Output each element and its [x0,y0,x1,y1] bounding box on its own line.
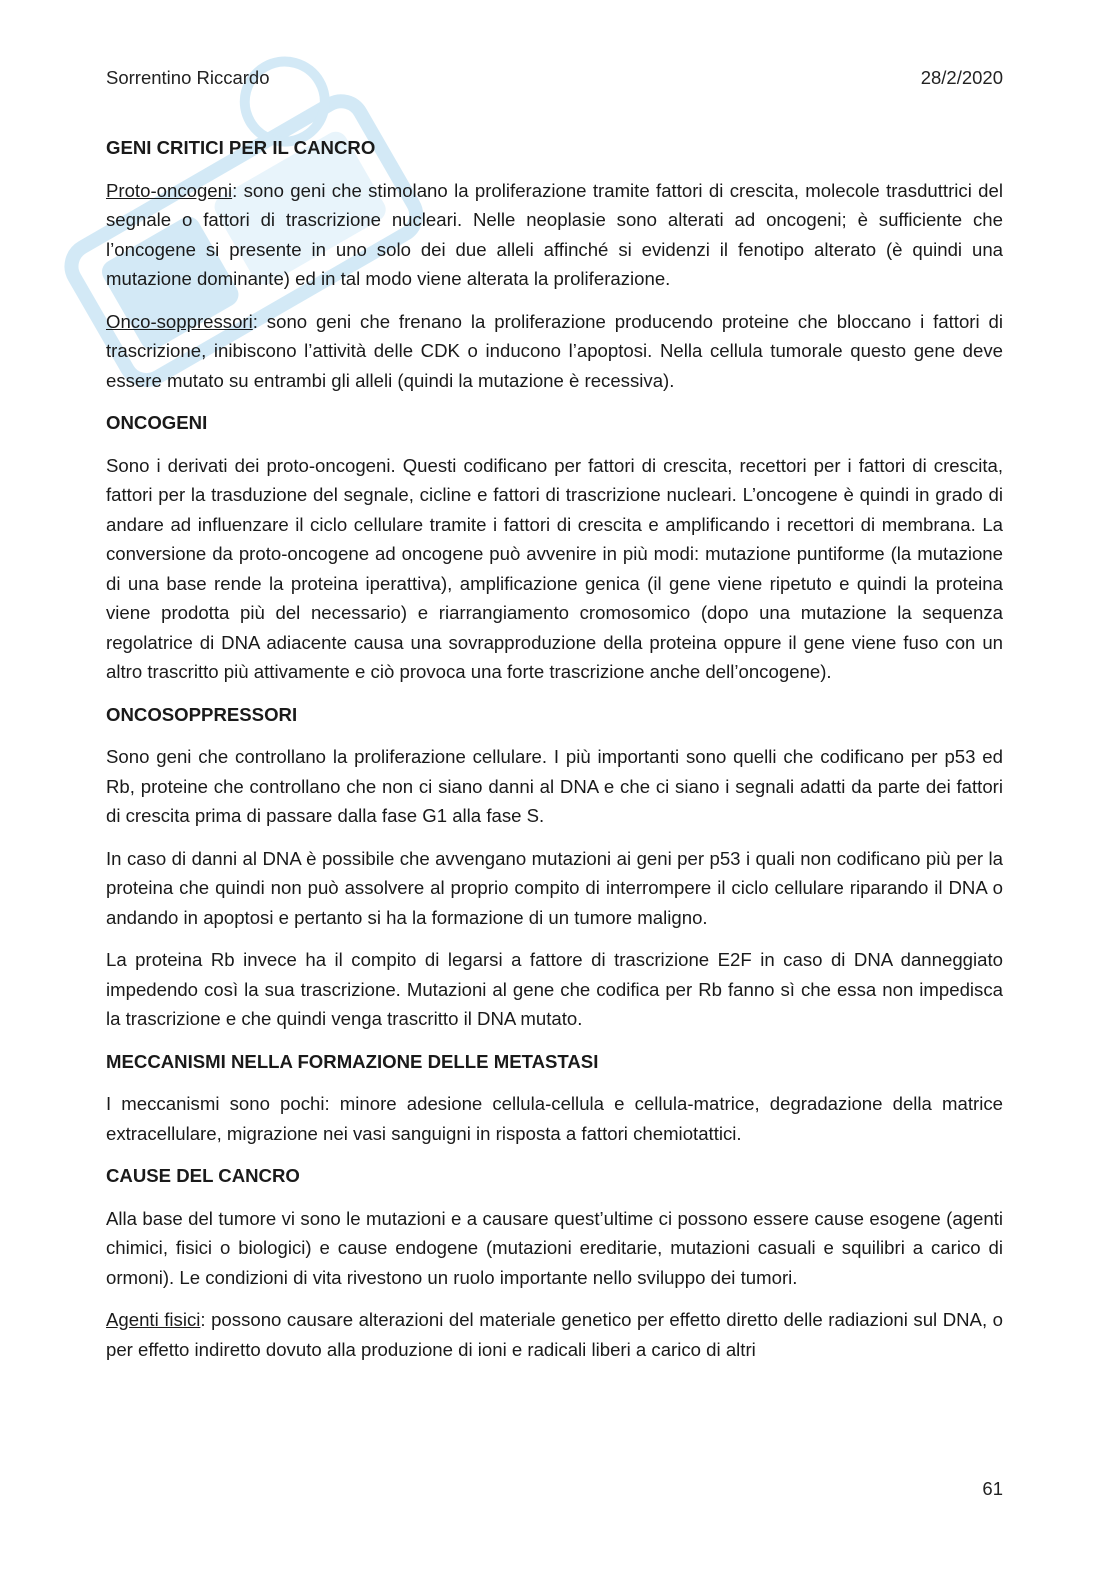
paragraph [106,307,1003,396]
header-date: 28/2/2020 [920,67,1003,88]
paragraph: Sono geni che controllano la proliferazione cellulare. I più importanti sono quelli che codificano per p53 ed Rb, proteine che controllano che non ci siano danni al DNA e che ci siano i segnali adatti da parte dei fattori di crescita prima di passare dalla fase G1 alla fase S. [106,746,1003,826]
term-underlined: Proto-oncogeni [106,179,233,201]
section-heading: MECCANISMI NELLA FORMAZIONE DELLE METASTASI [106,1050,599,1072]
paragraph: La proteina Rb invece ha il compito di legarsi a fattore di trascrizione E2F in caso di DNA danneggiato impedendo così la sua trascrizione. Mutazioni al gene che codifica per Rb fanno sì che essa non impedisca la trascrizione e che quindi venga trascritto il DNA mutato. [106,949,1003,1029]
term-underlined: Onco-soppressori [106,310,253,332]
paragraph: In caso di danni al DNA è possibile che avvengano mutazioni ai geni per p53 i quali non codificano più per la proteina che quindi non può assolvere al proprio compito di interrompere il ciclo cellulare riparando il DNA o andando in apoptosi e pertanto si ha la formazione di un tumore maligno. [106,847,1003,928]
section-heading: ONCOSOPPRESSORI [106,703,298,725]
paragraph: I meccanismi sono pochi: minore adesione cellula-cellula e cellula-matrice, degradazione della matrice extracellulare, migrazione nei vasi sanguigni in risposta a fattori chemiotattici. [106,1093,1003,1144]
page-header [106,67,1003,89]
paragraph: Sono i derivati dei proto-oncogeni. Questi codificano per fattori di crescita, recettori per i fattori di crescita, fattori per la trasduzione del segnale, cicline e fattori di trascrizione nucleari. L’oncogene è quindi in grado di andare ad influenzare il ciclo cellulare tramite i fattori di crescita e amplificando i recettori di membrana. La conversione da proto-oncogene ad oncogene può avvenire in più modi: mutazione puntiforme (la mutazione di una base rende la proteina iperattiva), amplificazione genica (il gene viene ripetuto e quindi la proteina viene prodotta più del necessario) e riarrangiamento cromosomico (dopo una mutazione la sequenza regolatrice di DNA adiacente causa una sovrapproduzione della proteina oppure il gene viene fuso con un altro trascritto più attivamente e ciò provoca una forte trascrizione anche dell’oncogene). [106,454,1003,682]
section-heading: GENI CRITICI PER IL CANCRO [106,137,376,158]
section-heading: ONCOGENI [106,412,208,433]
paragraph-text: : sono geni che stimolano la proliferazione tramite fattori di crescita, molecole trasduttrici del segnale o fattori di trascrizione nucleari. Nelle neoplasie sono alterati ad oncogeni; è sufficiente che l’oncogene si presente in uno solo dei due alleli affinché si evidenzi il fenotipo alterato (è quindi una mutazione dominante) ed in tal modo viene alterata la proliferazione. [106,179,1003,289]
paragraph-text: : possono causare alterazioni del materiale genetico per effetto diretto delle radiazioni sul DNA, o per effetto indiretto dovuto alla produzione di ioni e radicali liberi a carico di altri [106,1309,1003,1360]
paragraph-text: : sono geni che frenano la proliferazione producendo proteine che bloccano i fattori di trascrizione, inibiscono l’attività delle CDK o inducono l’apoptosi. Nella cellula tumorale questo gene deve essere mutato su entrambi gli alleli (quindi la mutazione è recessiva). [106,310,1003,391]
page-number: 61 [982,1478,1003,1499]
paragraph [106,176,1003,294]
document-body [106,133,1003,1377]
paragraph: Alla base del tumore vi sono le mutazioni e a causare quest’ultime ci possono essere cause esogene (agenti chimici, fisici o biologici) e cause endogene (mutazioni ereditarie, mutazioni casuali e squilibri a carico di ormoni). Le condizioni di vita rivestono un ruolo importante nello sviluppo dei tumori. [106,1207,1003,1288]
author-name: Sorrentino Riccardo [106,67,270,88]
section-heading: CAUSE DEL CANCRO [106,1165,300,1186]
paragraph [106,1305,1003,1364]
term-underlined: Agenti fisici [106,1309,201,1330]
